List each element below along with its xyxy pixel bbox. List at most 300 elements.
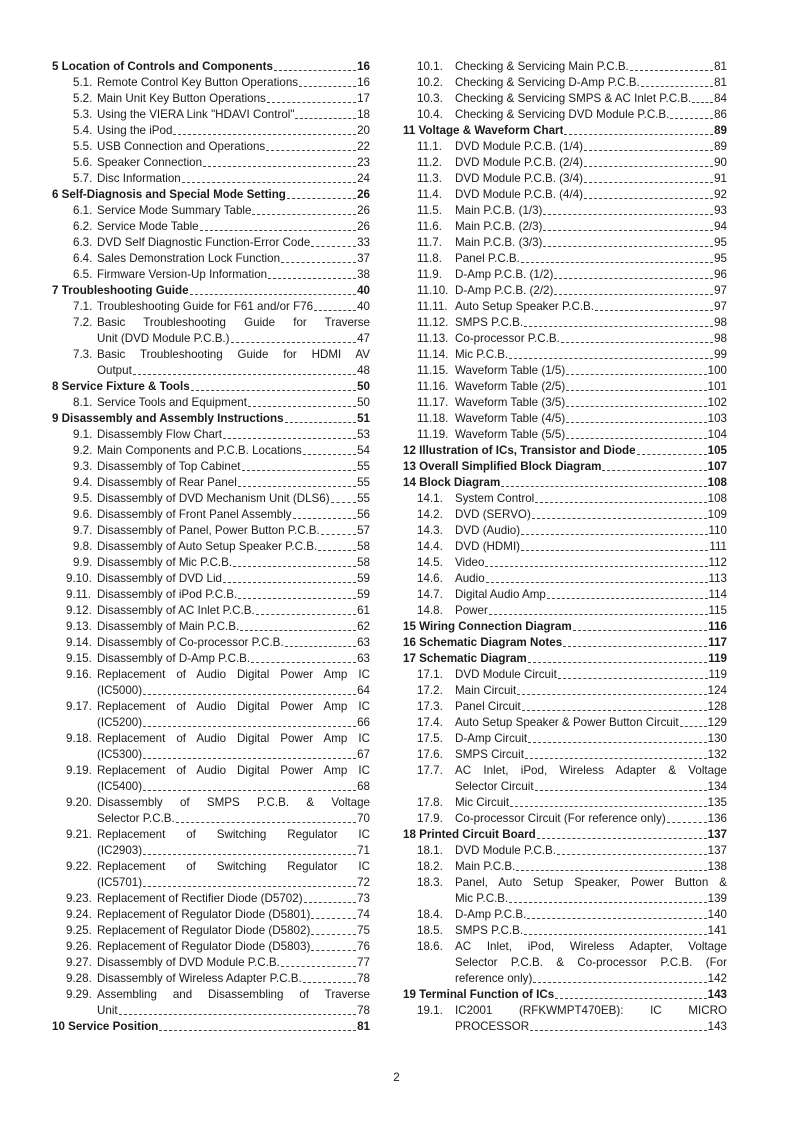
toc-number: 17.3.	[417, 700, 443, 713]
toc-subsection-entry[interactable]	[403, 75, 727, 91]
toc-page-number: 68	[357, 780, 370, 793]
toc-number: 14.2.	[417, 508, 443, 521]
toc-section-entry[interactable]	[403, 123, 727, 139]
toc-page-number: 111	[709, 540, 727, 553]
toc-page-number: 59	[357, 572, 370, 585]
toc-subsection-entry[interactable]	[403, 795, 727, 811]
toc-page-number: 113	[708, 572, 727, 585]
toc-subsection-entry[interactable]	[52, 347, 370, 379]
dot-leader	[295, 118, 356, 119]
toc-subsection-entry[interactable]	[52, 891, 370, 907]
toc-page-number: 81	[714, 76, 727, 89]
dot-leader	[203, 166, 356, 167]
toc-title: Mic P.C.B.	[455, 348, 509, 361]
toc-title: Main Circuit	[455, 684, 517, 697]
toc-title: Basic Troubleshooting Guide for Traverse	[97, 316, 370, 329]
toc-subsection-entry[interactable]	[52, 299, 370, 315]
toc-number: 7.1.	[73, 300, 93, 313]
toc-subsection-entry[interactable]	[52, 619, 370, 635]
dot-leader	[521, 262, 713, 263]
toc-page-number: 92	[714, 188, 727, 201]
toc-section-entry[interactable]	[403, 827, 727, 843]
dot-leader	[173, 134, 356, 135]
toc-subsection-entry[interactable]	[52, 123, 370, 139]
toc-subsection-entry[interactable]	[52, 203, 370, 219]
toc-title: Replacement of Regulator Diode (D5802)	[97, 924, 311, 937]
toc-page-number: 90	[714, 156, 727, 169]
toc-subsection-entry[interactable]	[403, 139, 727, 155]
toc-subsection-entry[interactable]	[52, 427, 370, 443]
toc-page-number: 72	[357, 876, 370, 889]
dot-leader	[527, 918, 706, 919]
toc-subsection-entry[interactable]	[403, 203, 727, 219]
toc-subsection-entry[interactable]	[403, 427, 727, 443]
dot-leader	[238, 598, 356, 599]
toc-title: Voltage & Waveform Chart	[418, 124, 564, 137]
toc-title: Disassembly of AC Inlet P.C.B.	[97, 604, 255, 617]
toc-title: Checking & Servicing SMPS & AC Inlet P.C.B.	[455, 92, 692, 105]
dot-leader	[240, 630, 356, 631]
dot-leader	[314, 310, 356, 311]
toc-subsection-entry[interactable]	[403, 1003, 727, 1035]
toc-title: Service Tools and Equipment	[97, 396, 247, 409]
toc-number: 9.17.	[66, 700, 92, 713]
toc-subsection-entry[interactable]	[52, 971, 370, 987]
toc-page-number: 100	[707, 364, 727, 377]
toc-title: Using the iPod	[97, 124, 173, 137]
toc-number: 17.9.	[417, 812, 443, 825]
toc-number: 5	[52, 60, 62, 73]
dot-leader	[532, 518, 707, 519]
toc-page-number: 40	[357, 300, 370, 313]
toc-title: Disassembly of DVD Module P.C.B.	[97, 956, 280, 969]
toc-number: 11.16.	[417, 380, 449, 393]
toc-subsection-entry[interactable]	[52, 635, 370, 651]
toc-page-number: 75	[357, 924, 370, 937]
toc-title: Disassembly of SMPS P.C.B. & Voltage	[97, 796, 370, 809]
toc-subsection-entry[interactable]	[403, 699, 727, 715]
toc-subsection-entry[interactable]	[403, 555, 727, 571]
dot-leader	[233, 566, 356, 567]
toc-subsection-entry[interactable]	[52, 91, 370, 107]
toc-section-entry[interactable]	[52, 411, 370, 427]
toc-title: IC2001 (RFKWMPT470EB): IC MICRO	[455, 1004, 727, 1017]
toc-page-number: 24	[357, 172, 370, 185]
toc-section-entry[interactable]	[403, 475, 727, 491]
toc-subsection-entry[interactable]	[52, 651, 370, 667]
toc-page-number: 135	[707, 796, 727, 809]
dot-leader	[566, 422, 706, 423]
toc-page-number: 16	[357, 60, 370, 73]
dot-leader	[321, 534, 356, 535]
toc-title: Co-processor Circuit (For reference only)	[455, 812, 666, 825]
toc-number: 11.9.	[417, 268, 442, 281]
toc-title: Disassembly of Wireless Adapter P.C.B.	[97, 972, 302, 985]
toc-subsection-entry[interactable]	[52, 587, 370, 603]
toc-page-number: 53	[357, 428, 370, 441]
toc-subsection-entry[interactable]	[403, 187, 727, 203]
dot-leader	[238, 486, 356, 487]
dot-leader	[509, 902, 706, 903]
dot-leader	[537, 838, 707, 839]
toc-title: DVD (HDMI)	[455, 540, 521, 553]
toc-number: 13	[403, 460, 420, 473]
toc-subsection-entry[interactable]	[52, 827, 370, 859]
dot-leader	[521, 550, 708, 551]
toc-subsection-entry[interactable]	[403, 491, 727, 507]
toc-page-number: 132	[707, 748, 727, 761]
toc-subsection-entry[interactable]	[403, 763, 727, 795]
dot-leader	[595, 310, 713, 311]
toc-number: 6.3.	[73, 236, 93, 249]
toc-subsection-entry[interactable]	[52, 939, 370, 955]
toc-number: 11.14.	[417, 348, 449, 361]
toc-title: D-Amp P.C.B. (2/2)	[455, 284, 554, 297]
toc-page-number: 55	[357, 460, 370, 473]
toc-subsection-entry[interactable]	[403, 299, 727, 315]
toc-page-number: 89	[714, 140, 727, 153]
dot-leader	[176, 822, 356, 823]
toc-title: Remote Control Key Button Operations	[97, 76, 299, 89]
toc-number: 9.8.	[73, 540, 93, 553]
dot-leader	[521, 534, 707, 535]
toc-subsection-entry[interactable]	[52, 171, 370, 187]
toc-number: 5.6.	[73, 156, 93, 169]
toc-subsection-entry[interactable]	[403, 235, 727, 251]
toc-section-entry[interactable]	[403, 635, 727, 651]
toc-subsection-entry[interactable]	[52, 907, 370, 923]
toc-title: Service Mode Summary Table	[97, 204, 252, 217]
toc-subsection-entry[interactable]	[52, 491, 370, 507]
toc-subsection-entry[interactable]	[52, 699, 370, 731]
toc-subsection-entry[interactable]	[403, 731, 727, 747]
dot-leader	[516, 870, 706, 871]
toc-title: Digital Audio Amp	[455, 588, 546, 601]
toc-number: 9.22.	[66, 860, 92, 873]
dot-leader	[285, 422, 357, 423]
toc-page-number: 116	[708, 620, 727, 633]
toc-title: Panel, Auto Setup Speaker, Power Button &	[455, 876, 727, 889]
toc-subsection-entry[interactable]	[52, 731, 370, 763]
dot-leader	[522, 710, 707, 711]
toc-subsection-entry[interactable]	[52, 107, 370, 123]
dot-leader	[190, 294, 357, 295]
toc-title: (IC5200)	[97, 716, 143, 729]
toc-subsection-entry[interactable]	[52, 539, 370, 555]
toc-subsection-entry[interactable]	[403, 331, 727, 347]
toc-title: Waveform Table (3/5)	[455, 396, 566, 409]
toc-subsection-entry[interactable]	[403, 411, 727, 427]
toc-number: 5.7.	[73, 172, 93, 185]
toc-subsection-entry[interactable]	[52, 139, 370, 155]
toc-page-number: 59	[357, 588, 370, 601]
dot-leader	[143, 758, 356, 759]
toc-number: 17.7.	[417, 764, 443, 777]
toc-title: Waveform Table (2/5)	[455, 380, 566, 393]
toc-page-number: 78	[357, 1004, 370, 1017]
toc-subsection-entry[interactable]	[403, 603, 727, 619]
toc-section-entry[interactable]	[52, 283, 370, 299]
toc-subsection-entry[interactable]	[403, 59, 727, 75]
toc-subsection-entry[interactable]	[52, 555, 370, 571]
toc-page-number: 117	[708, 636, 727, 649]
toc-left-column	[52, 59, 370, 1035]
toc-number: 6.4.	[73, 252, 93, 265]
toc-number: 9.12.	[66, 604, 92, 617]
dot-leader	[281, 966, 356, 967]
toc-title: AC Inlet, iPod, Wireless Adapter & Voltage	[455, 764, 727, 777]
toc-page-number: 94	[714, 220, 727, 233]
toc-section-entry[interactable]	[403, 443, 727, 459]
toc-number: 11.18.	[417, 412, 449, 425]
toc-subsection-entry[interactable]	[52, 923, 370, 939]
toc-subsection-entry[interactable]	[403, 507, 727, 523]
toc-page-number: 141	[707, 924, 727, 937]
toc-number: 17.8.	[417, 796, 443, 809]
toc-subsection-entry[interactable]	[52, 443, 370, 459]
toc-number: 6	[52, 188, 62, 201]
toc-page-number: 143	[707, 988, 727, 1001]
toc-page-number: 119	[708, 652, 727, 665]
toc-subsection-entry[interactable]	[52, 251, 370, 267]
toc-subsection-entry[interactable]	[52, 235, 370, 251]
toc-number: 9.15.	[66, 652, 92, 665]
toc-subsection-entry[interactable]	[403, 907, 727, 923]
toc-page-number: 16	[357, 76, 370, 89]
toc-number: 11.15.	[417, 364, 449, 377]
toc-subsection-entry[interactable]	[403, 91, 727, 107]
toc-subsection-entry[interactable]	[403, 267, 727, 283]
toc-subsection-entry[interactable]	[52, 267, 370, 283]
toc-number: 6.5.	[73, 268, 93, 281]
toc-subsection-entry[interactable]	[403, 171, 727, 187]
toc-page-number: 104	[707, 428, 727, 441]
toc-number: 14.6.	[417, 572, 443, 585]
toc-subsection-entry[interactable]	[403, 219, 727, 235]
toc-number: 17.4.	[417, 716, 443, 729]
toc-subsection-entry[interactable]	[52, 603, 370, 619]
toc-title: Replacement of Rectifier Diode (D5702)	[97, 892, 303, 905]
toc-subsection-entry[interactable]	[403, 155, 727, 171]
toc-title: Schematic Diagram Notes	[419, 636, 563, 649]
toc-number: 9.24.	[66, 908, 92, 921]
toc-subsection-entry[interactable]	[52, 219, 370, 235]
toc-section-entry[interactable]	[403, 459, 727, 475]
toc-subsection-entry[interactable]	[403, 395, 727, 411]
toc-number: 9.7.	[73, 524, 93, 537]
toc-page-number: 63	[357, 652, 370, 665]
toc-title: Video	[455, 556, 485, 569]
toc-subsection-entry[interactable]	[403, 667, 727, 683]
toc-subsection-entry[interactable]	[403, 843, 727, 859]
toc-title: Assembling and Disassembling of Traverse	[97, 988, 370, 1001]
toc-subsection-entry[interactable]	[52, 763, 370, 795]
toc-title: Unit (DVD Module P.C.B.)	[97, 332, 230, 345]
dot-leader	[256, 614, 356, 615]
toc-title: (IC5300)	[97, 748, 143, 761]
toc-subsection-entry[interactable]	[52, 859, 370, 891]
dot-leader	[242, 470, 357, 471]
dot-leader	[159, 1030, 356, 1031]
toc-page-number: 103	[707, 412, 727, 425]
toc-subsection-entry[interactable]	[403, 875, 727, 907]
toc-page-number: 108	[707, 492, 727, 505]
toc-subsection-entry[interactable]	[403, 923, 727, 939]
toc-page-number: 98	[714, 316, 727, 329]
toc-title: D-Amp P.C.B.	[455, 908, 527, 921]
toc-page-number: 134	[707, 780, 727, 793]
toc-page-number: 109	[707, 508, 727, 521]
toc-section-entry[interactable]	[403, 651, 727, 667]
toc-number: 18.3.	[417, 876, 443, 889]
toc-page-number: 70	[357, 812, 370, 825]
toc-subsection-entry[interactable]	[403, 523, 727, 539]
toc-number: 9	[52, 412, 62, 425]
toc-subsection-entry[interactable]	[52, 459, 370, 475]
toc-title: Wiring Connection Diagram	[419, 620, 572, 633]
toc-title: USB Connection and Operations	[97, 140, 266, 153]
toc-subsection-entry[interactable]	[403, 859, 727, 875]
toc-subsection-entry[interactable]	[52, 667, 370, 699]
dot-leader	[692, 102, 713, 103]
toc-number: 9.10.	[66, 572, 92, 585]
toc-number: 14.4.	[417, 540, 443, 553]
toc-title: Illustration of ICs, Transistor and Diode	[419, 444, 636, 457]
toc-title: Main Components and P.C.B. Locations	[97, 444, 302, 457]
toc-subsection-entry[interactable]	[403, 315, 727, 331]
toc-number: 17.6.	[417, 748, 443, 761]
toc-subsection-entry[interactable]	[403, 683, 727, 699]
toc-subsection-entry[interactable]	[52, 795, 370, 827]
toc-title: Disassembly of Co-processor P.C.B.	[97, 636, 284, 649]
toc-number: 6.2.	[73, 220, 93, 233]
toc-page-number: 26	[357, 204, 370, 217]
toc-title: AC Inlet, iPod, Wireless Adapter, Voltage	[455, 940, 727, 953]
toc-page-number: 81	[357, 1020, 370, 1033]
toc-title: Co-processor P.C.B.	[455, 332, 560, 345]
toc-subsection-entry[interactable]	[403, 283, 727, 299]
toc-subsection-entry[interactable]	[403, 251, 727, 267]
toc-page-number: 38	[357, 268, 370, 281]
toc-subsection-entry[interactable]	[403, 571, 727, 587]
toc-subsection-entry[interactable]	[52, 395, 370, 411]
toc-subsection-entry[interactable]	[52, 155, 370, 171]
toc-section-entry[interactable]	[403, 619, 727, 635]
toc-title: (IC2903)	[97, 844, 143, 857]
toc-subsection-entry[interactable]	[403, 811, 727, 827]
toc-title: Block Diagram	[419, 476, 501, 489]
toc-number: 11.7.	[417, 236, 442, 249]
toc-subsection-entry[interactable]	[52, 955, 370, 971]
toc-number: 19	[403, 988, 420, 1001]
toc-title: DVD Module Circuit	[455, 668, 557, 681]
toc-subsection-entry[interactable]	[403, 379, 727, 395]
toc-page-number: 86	[714, 108, 727, 121]
dot-leader	[525, 758, 707, 759]
toc-section-entry[interactable]	[403, 987, 727, 1003]
toc-subsection-entry[interactable]	[403, 363, 727, 379]
toc-title: Unit	[97, 1004, 118, 1017]
dot-leader	[223, 438, 356, 439]
toc-section-entry[interactable]	[52, 379, 370, 395]
toc-subsection-entry[interactable]	[52, 987, 370, 1019]
toc-subsection-entry[interactable]	[403, 107, 727, 123]
toc-title: Disassembly of DVD Mechanism Unit (DLS6)	[97, 492, 330, 505]
toc-subsection-entry[interactable]	[52, 507, 370, 523]
toc-title: Disassembly of Auto Setup Speaker P.C.B.	[97, 540, 318, 553]
toc-page-number: 138	[707, 860, 727, 873]
toc-subsection-entry[interactable]	[52, 475, 370, 491]
dot-leader	[191, 390, 356, 391]
dot-leader	[133, 374, 356, 375]
dot-leader	[223, 582, 356, 583]
toc-title: Disassembly and Assembly Instructions	[61, 412, 284, 425]
dot-leader	[311, 950, 356, 951]
toc-page-number: 77	[357, 956, 370, 969]
toc-page-number: 22	[357, 140, 370, 153]
toc-subsection-entry[interactable]	[403, 539, 727, 555]
toc-page-number: 107	[707, 460, 727, 473]
toc-subsection-entry[interactable]	[52, 523, 370, 539]
toc-title: Sales Demonstration Lock Function	[97, 252, 281, 265]
toc-page-number: 55	[357, 476, 370, 489]
toc-section-entry[interactable]	[52, 187, 370, 203]
toc-title: Service Mode Table	[97, 220, 199, 233]
toc-subsection-entry[interactable]	[403, 715, 727, 731]
toc-number: 11.8.	[417, 252, 442, 265]
toc-subsection-entry[interactable]	[403, 939, 727, 987]
toc-page-number: 84	[714, 92, 727, 105]
toc-subsection-entry[interactable]	[52, 315, 370, 347]
toc-page-number: 51	[357, 412, 370, 425]
toc-subsection-entry[interactable]	[52, 75, 370, 91]
toc-subsection-entry[interactable]	[403, 747, 727, 763]
dot-leader	[143, 726, 356, 727]
dot-leader	[680, 726, 707, 727]
toc-page-number: 143	[707, 1020, 727, 1033]
toc-title: Basic Troubleshooting Guide for HDMI AV	[97, 348, 370, 361]
toc-number: 18	[403, 828, 420, 841]
toc-number: 5.2.	[73, 92, 93, 105]
toc-page-number: 76	[357, 940, 370, 953]
toc-subsection-entry[interactable]	[403, 347, 727, 363]
dot-leader	[251, 662, 356, 663]
toc-page-number: 105	[707, 444, 727, 457]
toc-number: 11.4.	[417, 188, 442, 201]
toc-number: 11.13.	[417, 332, 449, 345]
toc-section-entry[interactable]	[52, 59, 370, 75]
toc-subsection-entry[interactable]	[403, 587, 727, 603]
dot-leader	[535, 790, 707, 791]
dot-leader	[182, 182, 356, 183]
toc-page-number: 17	[357, 92, 370, 105]
toc-page-number: 128	[707, 700, 727, 713]
toc-number: 18.4.	[417, 908, 443, 921]
toc-title: PROCESSOR	[455, 1020, 530, 1033]
toc-section-entry[interactable]	[52, 1019, 370, 1035]
toc-page-number: 89	[714, 124, 727, 137]
toc-number: 9.16.	[66, 668, 92, 681]
toc-title: Main P.C.B.	[455, 860, 516, 873]
dot-leader	[486, 582, 708, 583]
toc-title: Replacement of Audio Digital Power Amp IC	[97, 700, 370, 713]
toc-page-number: 119	[708, 668, 727, 681]
toc-title: reference only)	[455, 972, 533, 985]
dot-leader	[143, 854, 356, 855]
toc-number: 9.29.	[66, 988, 92, 1001]
toc-number: 11.3.	[417, 172, 442, 185]
toc-subsection-entry[interactable]	[52, 571, 370, 587]
